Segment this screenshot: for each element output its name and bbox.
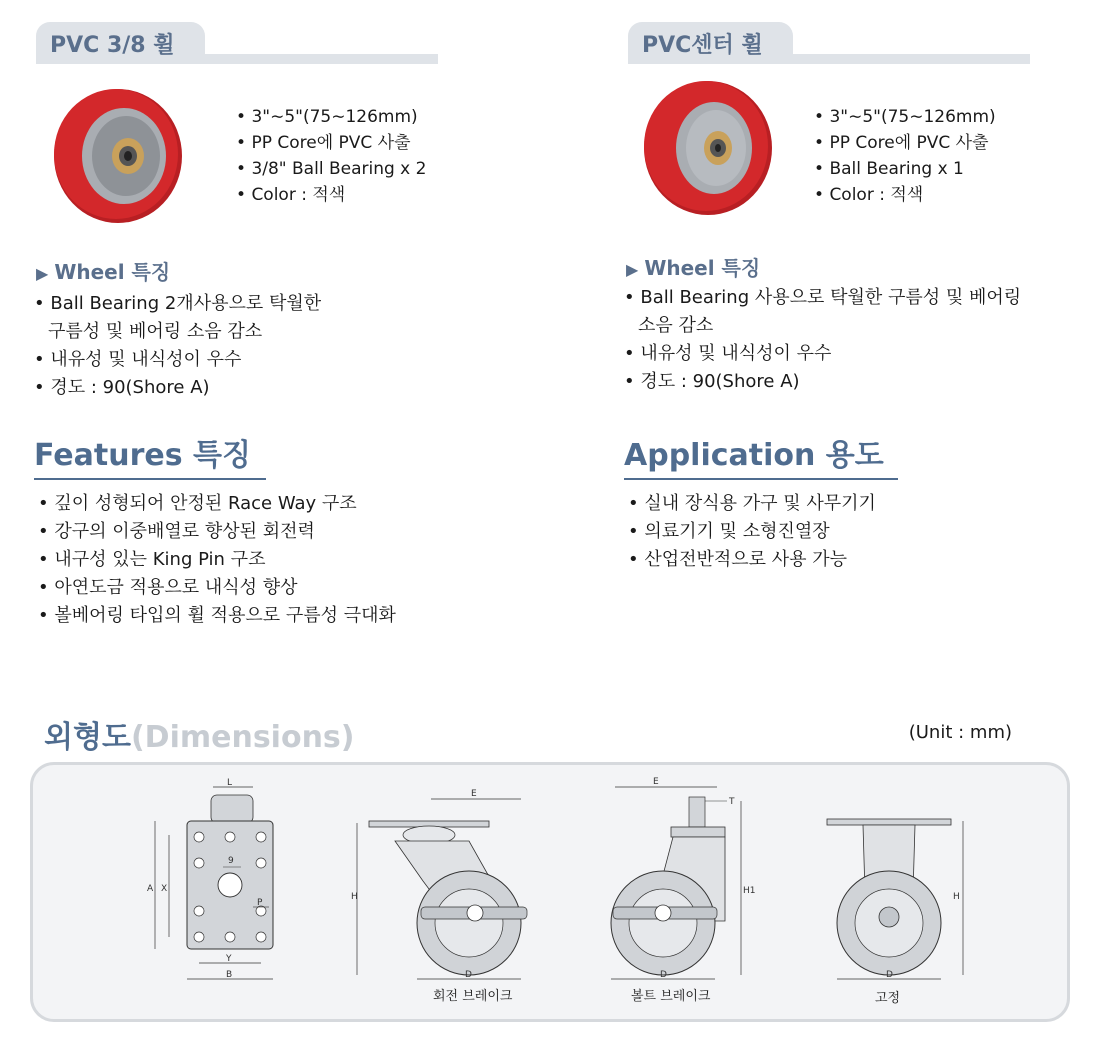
svg-text:D: D [660, 970, 667, 980]
svg-text:X: X [161, 884, 168, 894]
svg-text:D: D [886, 970, 893, 980]
swivel-brake-caption: 회전 브레이크 [433, 989, 513, 1004]
list-item: • 내구성 있는 King Pin 구조 [38, 546, 558, 574]
spec-item: • Color : 적색 [814, 182, 996, 208]
list-item: • 산업전반적으로 사용 가능 [628, 546, 1048, 574]
spec-item: • 3"∼5"(75∼126mm) [814, 104, 996, 130]
svg-text:E: E [471, 789, 477, 799]
dimensions-panel [30, 762, 1070, 1022]
svg-text:T: T [729, 797, 735, 807]
svg-text:A: A [147, 884, 154, 894]
svg-text:E: E [653, 777, 659, 787]
svg-text:B: B [226, 970, 233, 980]
spec-item: • PP Core에 PVC 사출 [814, 130, 996, 156]
list-item: • 내유성 및 내식성이 우수 [34, 346, 334, 374]
svg-text:Y: Y [226, 954, 232, 964]
list-item: • 볼베어링 타입의 휠 적용으로 구름성 극대화 [38, 602, 558, 630]
list-item: • Ball Bearing 2개사용으로 탁월한 구름성 및 베어링 소음 감소 [34, 290, 334, 346]
list-item: • 의료기기 및 소형진열장 [628, 518, 1048, 546]
left-wheel-features [34, 290, 334, 402]
rigid-caster-drawing [823, 805, 973, 981]
application-heading: Application 용도 [624, 430, 898, 480]
triangle-bullet-icon: ▶ [36, 264, 49, 283]
svg-text:D: D [465, 970, 472, 980]
bolt-brake-caption: 볼트 브레이크 [631, 989, 711, 1004]
right-product-tab [628, 22, 1030, 64]
top-plate-drawing [133, 773, 293, 985]
list-item: • 아연도금 적용으로 내식성 향상 [38, 574, 558, 602]
right-product-title: PVC센터 휠 [628, 22, 793, 62]
swivel-brake-drawing [351, 783, 531, 981]
svg-text:L: L [227, 778, 233, 788]
pvc-center-wheel-image [634, 76, 774, 216]
rigid-caption: 고정 [875, 991, 901, 1006]
spec-item: • PP Core에 PVC 사출 [236, 130, 426, 156]
features-heading: Features 특징 [34, 430, 266, 480]
svg-text:H: H [351, 892, 358, 902]
spec-item: • Color : 적색 [236, 182, 426, 208]
spec-item: • 3/8" Ball Bearing x 2 [236, 156, 426, 182]
application-list [628, 490, 1048, 574]
features-list [38, 490, 558, 630]
list-item: • 실내 장식용 가구 및 사무기기 [628, 490, 1048, 518]
left-product-tab [36, 22, 438, 64]
triangle-bullet-icon: ▶ [626, 260, 639, 279]
dimensions-title-en: (Dimensions) [130, 720, 355, 755]
svg-text:P: P [257, 898, 263, 908]
list-item: • 깊이 성형되어 안정된 Race Way 구조 [38, 490, 558, 518]
pvc-wheel-image [44, 84, 184, 224]
list-item: • 경도 : 90(Shore A) [624, 368, 1044, 396]
bolt-brake-drawing [607, 771, 777, 983]
dimensions-title-ko: 외형도 [44, 720, 131, 755]
list-item: • 강구의 이중배열로 향상된 회전력 [38, 518, 558, 546]
svg-text:9: 9 [228, 856, 234, 866]
right-wheel-features [624, 284, 1044, 396]
right-wheel-heading: ▶ Wheel 특징 [626, 256, 761, 280]
dimensions-heading [44, 712, 355, 756]
svg-text:H1: H1 [743, 886, 756, 896]
list-item: • Ball Bearing 사용으로 탁월한 구름성 및 베어링 소음 감소 [624, 284, 1044, 340]
left-product-title: PVC 3/8 휠 [36, 22, 205, 62]
list-item: • 경도 : 90(Shore A) [34, 374, 334, 402]
left-wheel-heading: ▶ Wheel 특징 [36, 260, 171, 284]
right-spec-list [814, 104, 996, 208]
spec-item: • Ball Bearing x 1 [814, 156, 996, 182]
spec-item: • 3"∼5"(75∼126mm) [236, 104, 426, 130]
left-spec-list [236, 104, 426, 208]
svg-text:H: H [953, 892, 960, 902]
list-item: • 내유성 및 내식성이 우수 [624, 340, 1044, 368]
unit-label: (Unit : mm) [908, 722, 1012, 743]
